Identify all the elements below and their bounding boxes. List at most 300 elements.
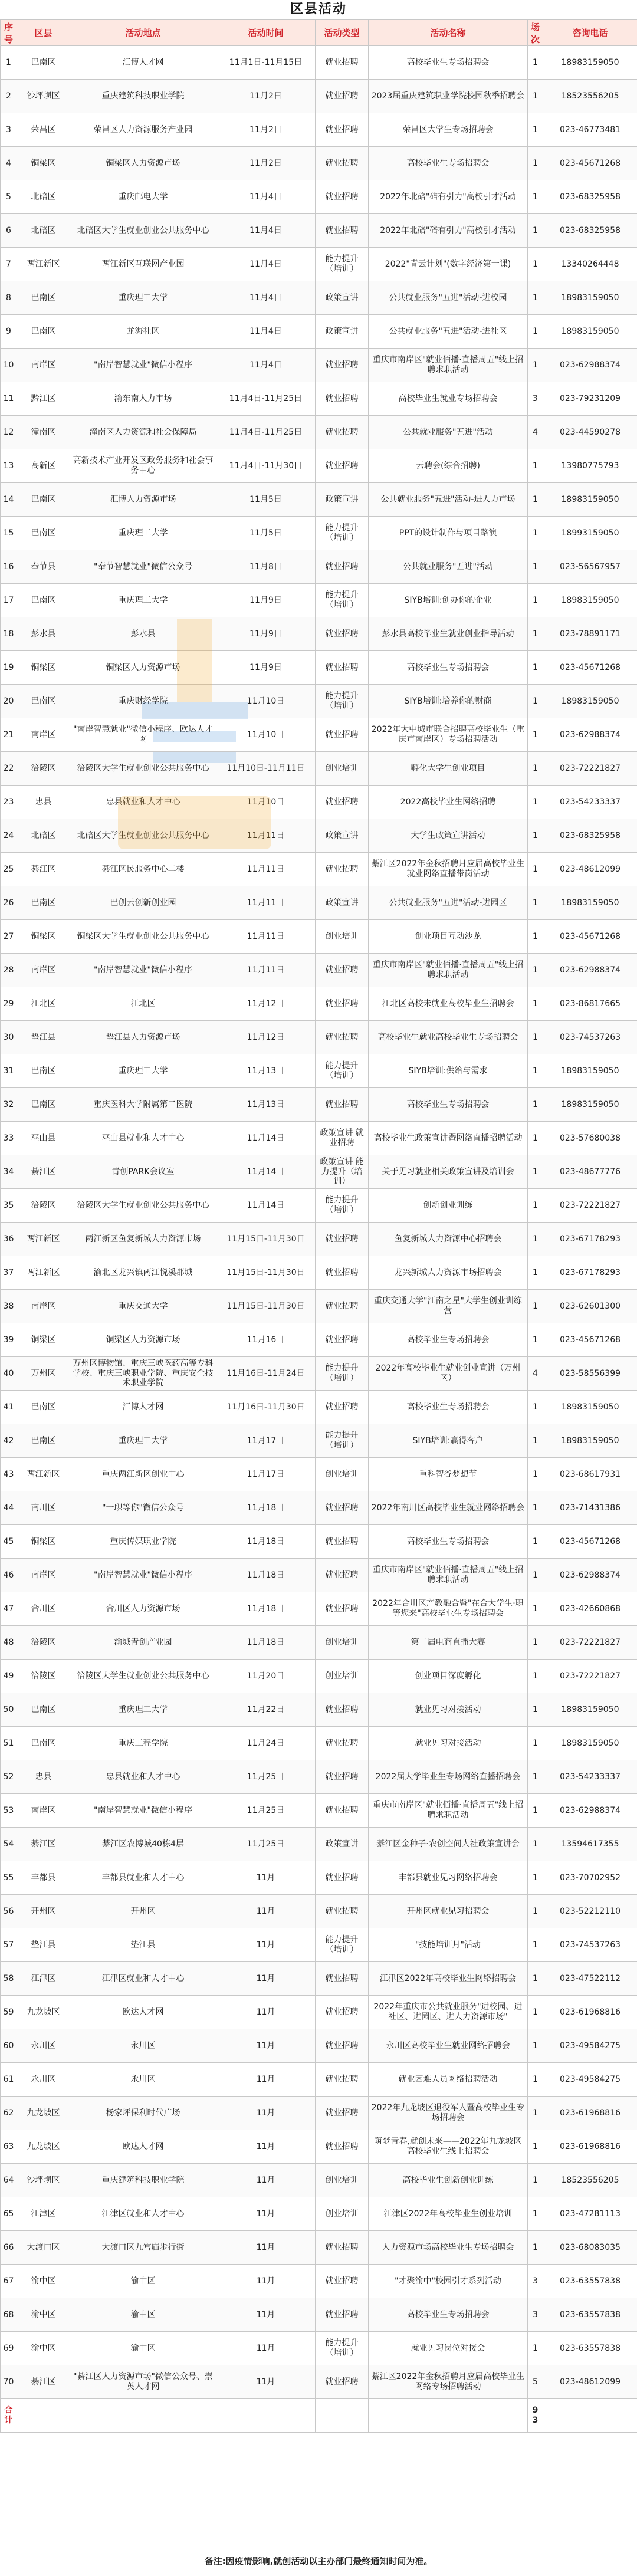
phone-cell: 18983159050 [543, 886, 637, 920]
row-number: 4 [1, 147, 17, 180]
event-name-cell: 公共就业服务"五进"活动-进人力市场 [369, 483, 528, 517]
type-cell: 就业招聘 [316, 147, 369, 180]
venue-cell: 江津区就业和人才中心 [70, 2197, 216, 2231]
venue-cell: 丰都县就业和人才中心 [70, 1861, 216, 1895]
district-cell: 南川区 [17, 1491, 70, 1525]
phone-cell: 023-79231209 [543, 382, 637, 416]
district-cell: 丰都县 [17, 1861, 70, 1895]
table-row [1, 1592, 637, 1626]
sessions-cell: 1 [528, 1660, 543, 1693]
header-sessions: 场次 [528, 20, 543, 46]
venue-cell: 江津区就业和人才中心 [70, 1962, 216, 1996]
phone-cell: 023-72221827 [543, 1626, 637, 1660]
type-cell: 能力提升（培训） [316, 584, 369, 617]
event-name-cell: 云聘会(综合招聘) [369, 449, 528, 483]
venue-cell: 彭水县 [70, 617, 216, 651]
total-row [1, 2399, 637, 2433]
phone-cell: 023-63557838 [543, 2332, 637, 2365]
phone-cell: 023-68325958 [543, 180, 637, 214]
type-cell: 能力提升（培训） [316, 1928, 369, 1962]
sessions-cell: 1 [528, 1895, 543, 1928]
type-cell: 创业培训 [316, 752, 369, 786]
event-name-cell: SIYB培训:培养你的财商 [369, 685, 528, 718]
sessions-cell: 1 [528, 1054, 543, 1088]
event-name-cell: 创业项目深度孵化 [369, 1660, 528, 1693]
district-cell: 南岸区 [17, 718, 70, 752]
row-number: 50 [1, 1693, 17, 1727]
event-name-cell: 重庆市南岸区"就业佰播·直播周五"线上招聘求职活动 [369, 1559, 528, 1592]
type-cell: 就业招聘 [316, 2097, 369, 2130]
time-cell: 11月24日 [216, 1727, 316, 1760]
district-cell: 万州区 [17, 1357, 70, 1391]
table-row [1, 180, 637, 214]
phone-cell: 023-56567957 [543, 550, 637, 584]
table-row [1, 416, 637, 449]
phone-cell: 023-54233337 [543, 786, 637, 819]
table-row [1, 315, 637, 349]
type-cell: 政策宣讲 [316, 315, 369, 349]
sessions-cell: 1 [528, 718, 543, 752]
row-number: 36 [1, 1223, 17, 1256]
type-cell: 就业招聘 [316, 1323, 369, 1357]
row-number: 43 [1, 1458, 17, 1491]
table-row [1, 920, 637, 954]
event-name-cell: 2022年北碚"碚有引力"高校引才活动 [369, 180, 528, 214]
district-cell: 涪陵区 [17, 752, 70, 786]
type-cell: 能力提升（培训） [316, 1424, 369, 1458]
venue-cell: 渝中区 [70, 2332, 216, 2365]
district-cell: 合川区 [17, 1592, 70, 1626]
row-number: 38 [1, 1290, 17, 1323]
event-name-cell: 就业见习对接活动 [369, 1693, 528, 1727]
sessions-cell: 1 [528, 550, 543, 584]
time-cell: 11月 [216, 2231, 316, 2265]
type-cell: 就业招聘 [316, 1088, 369, 1122]
district-cell: 涪陵区 [17, 1660, 70, 1693]
event-name-cell: 鱼复新城人力资源中心招聘会 [369, 1223, 528, 1256]
table-row [1, 1861, 637, 1895]
sessions-cell: 1 [528, 1760, 543, 1794]
phone-cell: 18983159050 [543, 1391, 637, 1424]
type-cell: 创业培训 [316, 920, 369, 954]
sessions-cell: 1 [528, 2130, 543, 2164]
district-cell: 北碚区 [17, 819, 70, 853]
table-row [1, 1693, 637, 1727]
table-row [1, 2365, 637, 2399]
type-cell: 就业招聘 [316, 2298, 369, 2332]
event-name-cell: SIYB培训:供给与需求 [369, 1054, 528, 1088]
district-cell: 巴南区 [17, 1424, 70, 1458]
header-name: 活动名称 [369, 20, 528, 46]
venue-cell: 重庆邮电大学 [70, 180, 216, 214]
event-name-cell: 高校毕业生创新创业训练 [369, 2164, 528, 2197]
table-row [1, 1189, 637, 1223]
type-cell: 创业培训 [316, 2197, 369, 2231]
district-cell: 渝中区 [17, 2332, 70, 2365]
sessions-cell: 1 [528, 80, 543, 113]
event-name-cell: 永川区高校毕业生就业网络招聘会 [369, 2029, 528, 2063]
table-row [1, 2197, 637, 2231]
sessions-cell: 1 [528, 1592, 543, 1626]
venue-cell: 铜梁区人力资源市场 [70, 147, 216, 180]
type-cell: 就业招聘 [316, 2130, 369, 2164]
row-number: 52 [1, 1760, 17, 1794]
row-number: 25 [1, 853, 17, 886]
row-number: 58 [1, 1962, 17, 1996]
sessions-cell: 1 [528, 46, 543, 80]
time-cell: 11月14日 [216, 1155, 316, 1189]
time-cell: 11月9日 [216, 617, 316, 651]
event-name-cell: 2022年大中城市联合招聘高校毕业生（重庆市南岸区）专场招聘活动 [369, 718, 528, 752]
total-empty-cell [543, 2399, 637, 2433]
total-label: 合计 [1, 2399, 17, 2433]
time-cell: 11月16日 [216, 1323, 316, 1357]
total-empty-cell [369, 2399, 528, 2433]
event-name-cell: 高校毕业生就业高校毕业生专场招聘会 [369, 1021, 528, 1054]
event-name-cell: 綦江区2022年金秋招聘月应届高校毕业生就业网络直播带岗活动 [369, 853, 528, 886]
sessions-cell: 1 [528, 517, 543, 550]
row-number: 22 [1, 752, 17, 786]
time-cell: 11月 [216, 2130, 316, 2164]
event-name-cell: 关于见习就业相关政策宣讲及培训会 [369, 1155, 528, 1189]
event-name-cell: 公共就业服务"五进"活动-进校园 [369, 281, 528, 315]
table-row [1, 752, 637, 786]
district-cell: 涪陵区 [17, 1189, 70, 1223]
row-number: 63 [1, 2130, 17, 2164]
district-cell: 荣昌区 [17, 113, 70, 147]
district-cell: 巴南区 [17, 483, 70, 517]
row-number: 60 [1, 2029, 17, 2063]
type-cell: 就业招聘 [316, 1962, 369, 1996]
time-cell: 11月8日 [216, 550, 316, 584]
sessions-cell: 1 [528, 1424, 543, 1458]
sessions-cell: 1 [528, 920, 543, 954]
type-cell: 就业招聘 [316, 2365, 369, 2399]
district-cell: 铜梁区 [17, 920, 70, 954]
time-cell: 11月17日 [216, 1458, 316, 1491]
type-cell: 能力提升（培训） [316, 248, 369, 281]
event-name-cell: 大学生政策宣讲活动 [369, 819, 528, 853]
event-name-cell: 重庆市南岸区"就业佰播·直播周五"线上招聘求职活动 [369, 954, 528, 987]
type-cell: 就业招聘 [316, 1727, 369, 1760]
time-cell: 11月2日 [216, 80, 316, 113]
table-row [1, 147, 637, 180]
row-number: 44 [1, 1491, 17, 1525]
venue-cell: 汇博人才网 [70, 46, 216, 80]
event-name-cell: 江北区高校未就业高校毕业生招聘会 [369, 987, 528, 1021]
table-row [1, 617, 637, 651]
type-cell: 就业招聘 [316, 449, 369, 483]
time-cell: 11月14日 [216, 1189, 316, 1223]
district-cell: 九龙坡区 [17, 1996, 70, 2029]
phone-cell: 023-48612099 [543, 853, 637, 886]
sessions-cell: 1 [528, 1828, 543, 1861]
phone-cell: 18983159050 [543, 584, 637, 617]
event-name-cell: 高校毕业生专场招聘会 [369, 46, 528, 80]
phone-cell: 023-54233337 [543, 1760, 637, 1794]
sessions-cell: 1 [528, 2063, 543, 2097]
type-cell: 创业培训 [316, 1458, 369, 1491]
venue-cell: 欧达人才网 [70, 2130, 216, 2164]
phone-cell: 13980775793 [543, 449, 637, 483]
row-number: 26 [1, 886, 17, 920]
venue-cell: 永川区 [70, 2063, 216, 2097]
time-cell: 11月1日-11月15日 [216, 46, 316, 80]
table-body [1, 46, 637, 2399]
event-name-cell: 高校毕业生专场招聘会 [369, 1088, 528, 1122]
event-name-cell: 重庆交通大学"江南之星"大学生创业训练营 [369, 1290, 528, 1323]
table-row [1, 80, 637, 113]
phone-cell: 023-45671268 [543, 920, 637, 954]
district-cell: 涪陵区 [17, 1626, 70, 1660]
event-name-cell: 公共就业服务"五进"活动-进园区 [369, 886, 528, 920]
event-name-cell: 重科智谷梦想节 [369, 1458, 528, 1491]
phone-cell: 023-68325958 [543, 819, 637, 853]
venue-cell: 江北区 [70, 987, 216, 1021]
time-cell: 11月 [216, 2097, 316, 2130]
phone-cell: 023-49584275 [543, 2029, 637, 2063]
district-cell: 綦江区 [17, 2365, 70, 2399]
venue-cell: "南岸智慧就业"微信小程序 [70, 1794, 216, 1828]
venue-cell: 忠县就业和人才中心 [70, 786, 216, 819]
time-cell: 11月10日 [216, 718, 316, 752]
table-row [1, 2265, 637, 2298]
sessions-cell: 1 [528, 1088, 543, 1122]
table-row [1, 2298, 637, 2332]
phone-cell: 023-47281113 [543, 2197, 637, 2231]
table-row [1, 1794, 637, 1828]
sessions-cell: 1 [528, 1189, 543, 1223]
phone-cell: 023-86817665 [543, 987, 637, 1021]
time-cell: 11月15日-11月30日 [216, 1223, 316, 1256]
district-cell: 巴南区 [17, 584, 70, 617]
row-number: 6 [1, 214, 17, 248]
type-cell: 就业招聘 [316, 1693, 369, 1727]
district-cell: 永川区 [17, 2063, 70, 2097]
venue-cell: 重庆传媒职业学院 [70, 1525, 216, 1559]
district-cell: 巴南区 [17, 46, 70, 80]
phone-cell: 18523556205 [543, 2164, 637, 2197]
district-cell: 綦江区 [17, 1155, 70, 1189]
total-empty-cell [17, 2399, 70, 2433]
table-row [1, 786, 637, 819]
district-cell: 潼南区 [17, 416, 70, 449]
event-name-cell: 创新创业训练 [369, 1189, 528, 1223]
table-row [1, 1928, 637, 1962]
time-cell: 11月4日 [216, 180, 316, 214]
district-cell: 永川区 [17, 2029, 70, 2063]
district-cell: 巴南区 [17, 1693, 70, 1727]
row-number: 20 [1, 685, 17, 718]
row-number: 30 [1, 1021, 17, 1054]
row-number: 3 [1, 113, 17, 147]
type-cell: 就业招聘 [316, 1760, 369, 1794]
venue-cell: 綦江区民服务中心二楼 [70, 853, 216, 886]
phone-cell: 18983159050 [543, 685, 637, 718]
time-cell: 11月9日 [216, 584, 316, 617]
row-number: 10 [1, 349, 17, 382]
time-cell: 11月17日 [216, 1424, 316, 1458]
venue-cell: 巴创云创新创业园 [70, 886, 216, 920]
sessions-cell: 1 [528, 1290, 543, 1323]
row-number: 23 [1, 786, 17, 819]
event-name-cell: SIYB培训:创办你的企业 [369, 584, 528, 617]
district-cell: 两江新区 [17, 248, 70, 281]
total-empty-cell [70, 2399, 216, 2433]
type-cell: 就业招聘 [316, 954, 369, 987]
type-cell: 能力提升（培训） [316, 1357, 369, 1391]
table-row [1, 2029, 637, 2063]
event-name-cell: 江津区2022年高校毕业生网络招聘会 [369, 1962, 528, 1996]
district-cell: 铜梁区 [17, 1323, 70, 1357]
row-number: 47 [1, 1592, 17, 1626]
event-name-cell: 就业见习岗位对接会 [369, 2332, 528, 2365]
venue-cell: "一职等你"微信公众号 [70, 1491, 216, 1525]
type-cell: 能力提升（培训） [316, 517, 369, 550]
district-cell: 铜梁区 [17, 147, 70, 180]
time-cell: 11月4日-11月25日 [216, 416, 316, 449]
venue-cell: "綦江区人力资源市场"微信公众号、崇英人才网 [70, 2365, 216, 2399]
event-name-cell: 重庆市南岸区"就业佰播·直播周五"线上招聘求职活动 [369, 1794, 528, 1828]
sessions-cell: 3 [528, 382, 543, 416]
sessions-cell: 1 [528, 1122, 543, 1155]
venue-cell: 重庆建筑科技职业学院 [70, 80, 216, 113]
table-row [1, 1323, 637, 1357]
district-cell: 江津区 [17, 1962, 70, 1996]
venue-cell: 合川区人力资源市场 [70, 1592, 216, 1626]
phone-cell: 023-71431386 [543, 1491, 637, 1525]
district-cell: 渝中区 [17, 2298, 70, 2332]
time-cell: 11月11日 [216, 853, 316, 886]
event-name-cell: 第二届电商直播大赛 [369, 1626, 528, 1660]
sessions-cell: 1 [528, 651, 543, 685]
type-cell: 就业招聘 [316, 1794, 369, 1828]
time-cell: 11月25日 [216, 1760, 316, 1794]
table-row [1, 718, 637, 752]
table-row [1, 517, 637, 550]
row-number: 34 [1, 1155, 17, 1189]
sessions-cell: 4 [528, 1357, 543, 1391]
sessions-cell: 1 [528, 2231, 543, 2265]
type-cell: 就业招聘 [316, 2063, 369, 2097]
row-number: 54 [1, 1828, 17, 1861]
time-cell: 11月4日 [216, 349, 316, 382]
row-number: 21 [1, 718, 17, 752]
row-number: 57 [1, 1928, 17, 1962]
row-number: 5 [1, 180, 17, 214]
venue-cell: 渝东南人力市场 [70, 382, 216, 416]
table-row [1, 1021, 637, 1054]
district-cell: 垫江县 [17, 1021, 70, 1054]
venue-cell: 汇博人才网 [70, 1391, 216, 1424]
phone-cell: 023-49584275 [543, 2063, 637, 2097]
table-row [1, 1559, 637, 1592]
event-name-cell: 2022年南川区高校毕业生就业网络招聘会 [369, 1491, 528, 1525]
sessions-cell: 1 [528, 987, 543, 1021]
time-cell: 11月4日 [216, 315, 316, 349]
phone-cell: 18983159050 [543, 46, 637, 80]
phone-cell: 18983159050 [543, 1424, 637, 1458]
event-name-cell: 2022年北碚"碚有引力"高校引才活动 [369, 214, 528, 248]
time-cell: 11月4日-11月25日 [216, 382, 316, 416]
venue-cell: "南岸智慧就业"微信小程序、欧达人才网 [70, 718, 216, 752]
phone-cell: 023-62988374 [543, 1794, 637, 1828]
time-cell: 11月9日 [216, 651, 316, 685]
time-cell: 11月 [216, 2265, 316, 2298]
venue-cell: 重庆建筑科技职业学院 [70, 2164, 216, 2197]
table-row [1, 550, 637, 584]
district-cell: 渝中区 [17, 2265, 70, 2298]
district-cell: 巫山县 [17, 1122, 70, 1155]
phone-cell: 18983159050 [543, 1727, 637, 1760]
time-cell: 11月 [216, 2164, 316, 2197]
table-row [1, 1996, 637, 2029]
table-row [1, 1424, 637, 1458]
type-cell: 就业招聘 [316, 1525, 369, 1559]
sessions-cell: 1 [528, 113, 543, 147]
sessions-cell: 1 [528, 349, 543, 382]
district-cell: 大渡口区 [17, 2231, 70, 2265]
time-cell: 11月11日 [216, 886, 316, 920]
venue-cell: 渝中区 [70, 2298, 216, 2332]
table-row [1, 113, 637, 147]
phone-cell: 023-45671268 [543, 1323, 637, 1357]
sessions-cell: 1 [528, 449, 543, 483]
venue-cell: "南岸智慧就业"微信小程序 [70, 349, 216, 382]
sessions-cell: 1 [528, 886, 543, 920]
event-name-cell: 高校毕业生专场招聘会 [369, 1323, 528, 1357]
event-name-cell: SIYB培训:赢得客户 [369, 1424, 528, 1458]
row-number: 7 [1, 248, 17, 281]
time-cell: 11月13日 [216, 1088, 316, 1122]
district-cell: 北碚区 [17, 214, 70, 248]
header-district: 区县 [17, 20, 70, 46]
event-name-cell: 2022"青云计划"(数字经济第一课) [369, 248, 528, 281]
phone-cell: 023-72221827 [543, 1660, 637, 1693]
row-number: 65 [1, 2197, 17, 2231]
phone-cell: 023-70702952 [543, 1861, 637, 1895]
table-row [1, 2097, 637, 2130]
table-row [1, 2130, 637, 2164]
table-row [1, 886, 637, 920]
venue-cell: 涪陵区大学生就业创业公共服务中心 [70, 752, 216, 786]
row-number: 69 [1, 2332, 17, 2365]
time-cell: 11月11日 [216, 819, 316, 853]
row-number: 46 [1, 1559, 17, 1592]
venue-cell: 綦江区农博城40栋4层 [70, 1828, 216, 1861]
table-row [1, 1357, 637, 1391]
venue-cell: 开州区 [70, 1895, 216, 1928]
time-cell: 11月 [216, 2063, 316, 2097]
event-name-cell: 公共就业服务"五进"活动 [369, 550, 528, 584]
venue-cell: 汇博人力资源市场 [70, 483, 216, 517]
table-row [1, 685, 637, 718]
sessions-cell: 1 [528, 752, 543, 786]
district-cell: 两江新区 [17, 1458, 70, 1491]
type-cell: 就业招聘 [316, 651, 369, 685]
time-cell: 11月4日 [216, 281, 316, 315]
venue-cell: 垫江县人力资源市场 [70, 1021, 216, 1054]
venue-cell: 重庆交通大学 [70, 1290, 216, 1323]
sessions-cell: 3 [528, 2265, 543, 2298]
time-cell: 11月 [216, 1895, 316, 1928]
phone-cell: 023-72221827 [543, 1189, 637, 1223]
phone-cell: 18523556205 [543, 80, 637, 113]
phone-cell: 023-48612099 [543, 2365, 637, 2399]
row-number: 37 [1, 1256, 17, 1290]
phone-cell: 18983159050 [543, 281, 637, 315]
venue-cell: 涪陵区大学生就业创业公共服务中心 [70, 1189, 216, 1223]
